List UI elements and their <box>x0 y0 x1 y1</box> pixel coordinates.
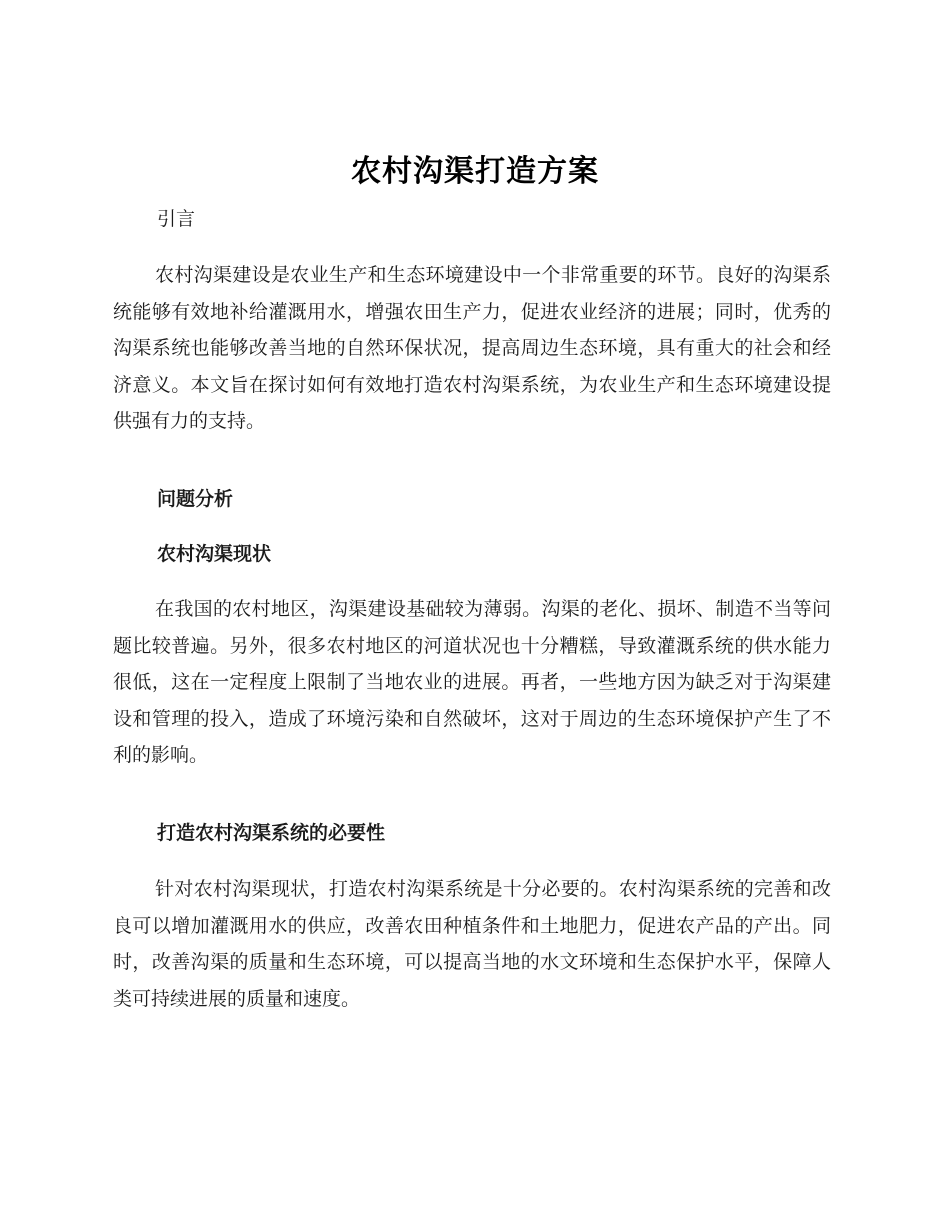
document-title: 农村沟渠打造方案 <box>351 154 599 189</box>
section-heading-current-status: 农村沟渠现状 <box>157 543 272 565</box>
section-heading-introduction: 引言 <box>157 208 196 230</box>
paragraph-current-status: 在我国的农村地区，沟渠建设基础较为薄弱。沟渠的老化、损坏、制造不当等问题比较普遍。另外，很多农村地区的河道状况也十分糟糕，导致灌溉系统的供水能力很低，这在一定程度上限制了当地农业的进展。再者，一些地方因为缺乏对于沟渠建设和管理的投入，造成了环境污染和自然破坏，这对于周边的生态环境保护产生了不利的影响。 <box>113 598 831 766</box>
paragraph-introduction: 农村沟渠建设是农业生产和生态环境建设中一个非常重要的环节。良好的沟渠系统能够有效地补给灌溉用水，增强农田生产力，促进农业经济的进展；同时，优秀的沟渠系统也能够改善当地的自然环保状况，提高周边生态环境，具有重大的社会和经济意义。本文旨在探讨如何有效地打造农村沟渠系统，为农业生产和生态环境建设提供强有力的支持。 <box>113 264 831 432</box>
section-heading-problem-analysis: 问题分析 <box>157 488 234 510</box>
section-heading-necessity: 打造农村沟渠系统的必要性 <box>157 822 386 844</box>
paragraph-necessity: 针对农村沟渠现状，打造农村沟渠系统是十分必要的。农村沟渠系统的完善和改良可以增加灌溉用水的供应，改善农田种植条件和土地肥力，促进农产品的产出。同时，改善沟渠的质量和生态环境，可以提高当地的水文环境和生态保护水平，保障人类可持续进展的质量和速度。 <box>113 878 831 1010</box>
